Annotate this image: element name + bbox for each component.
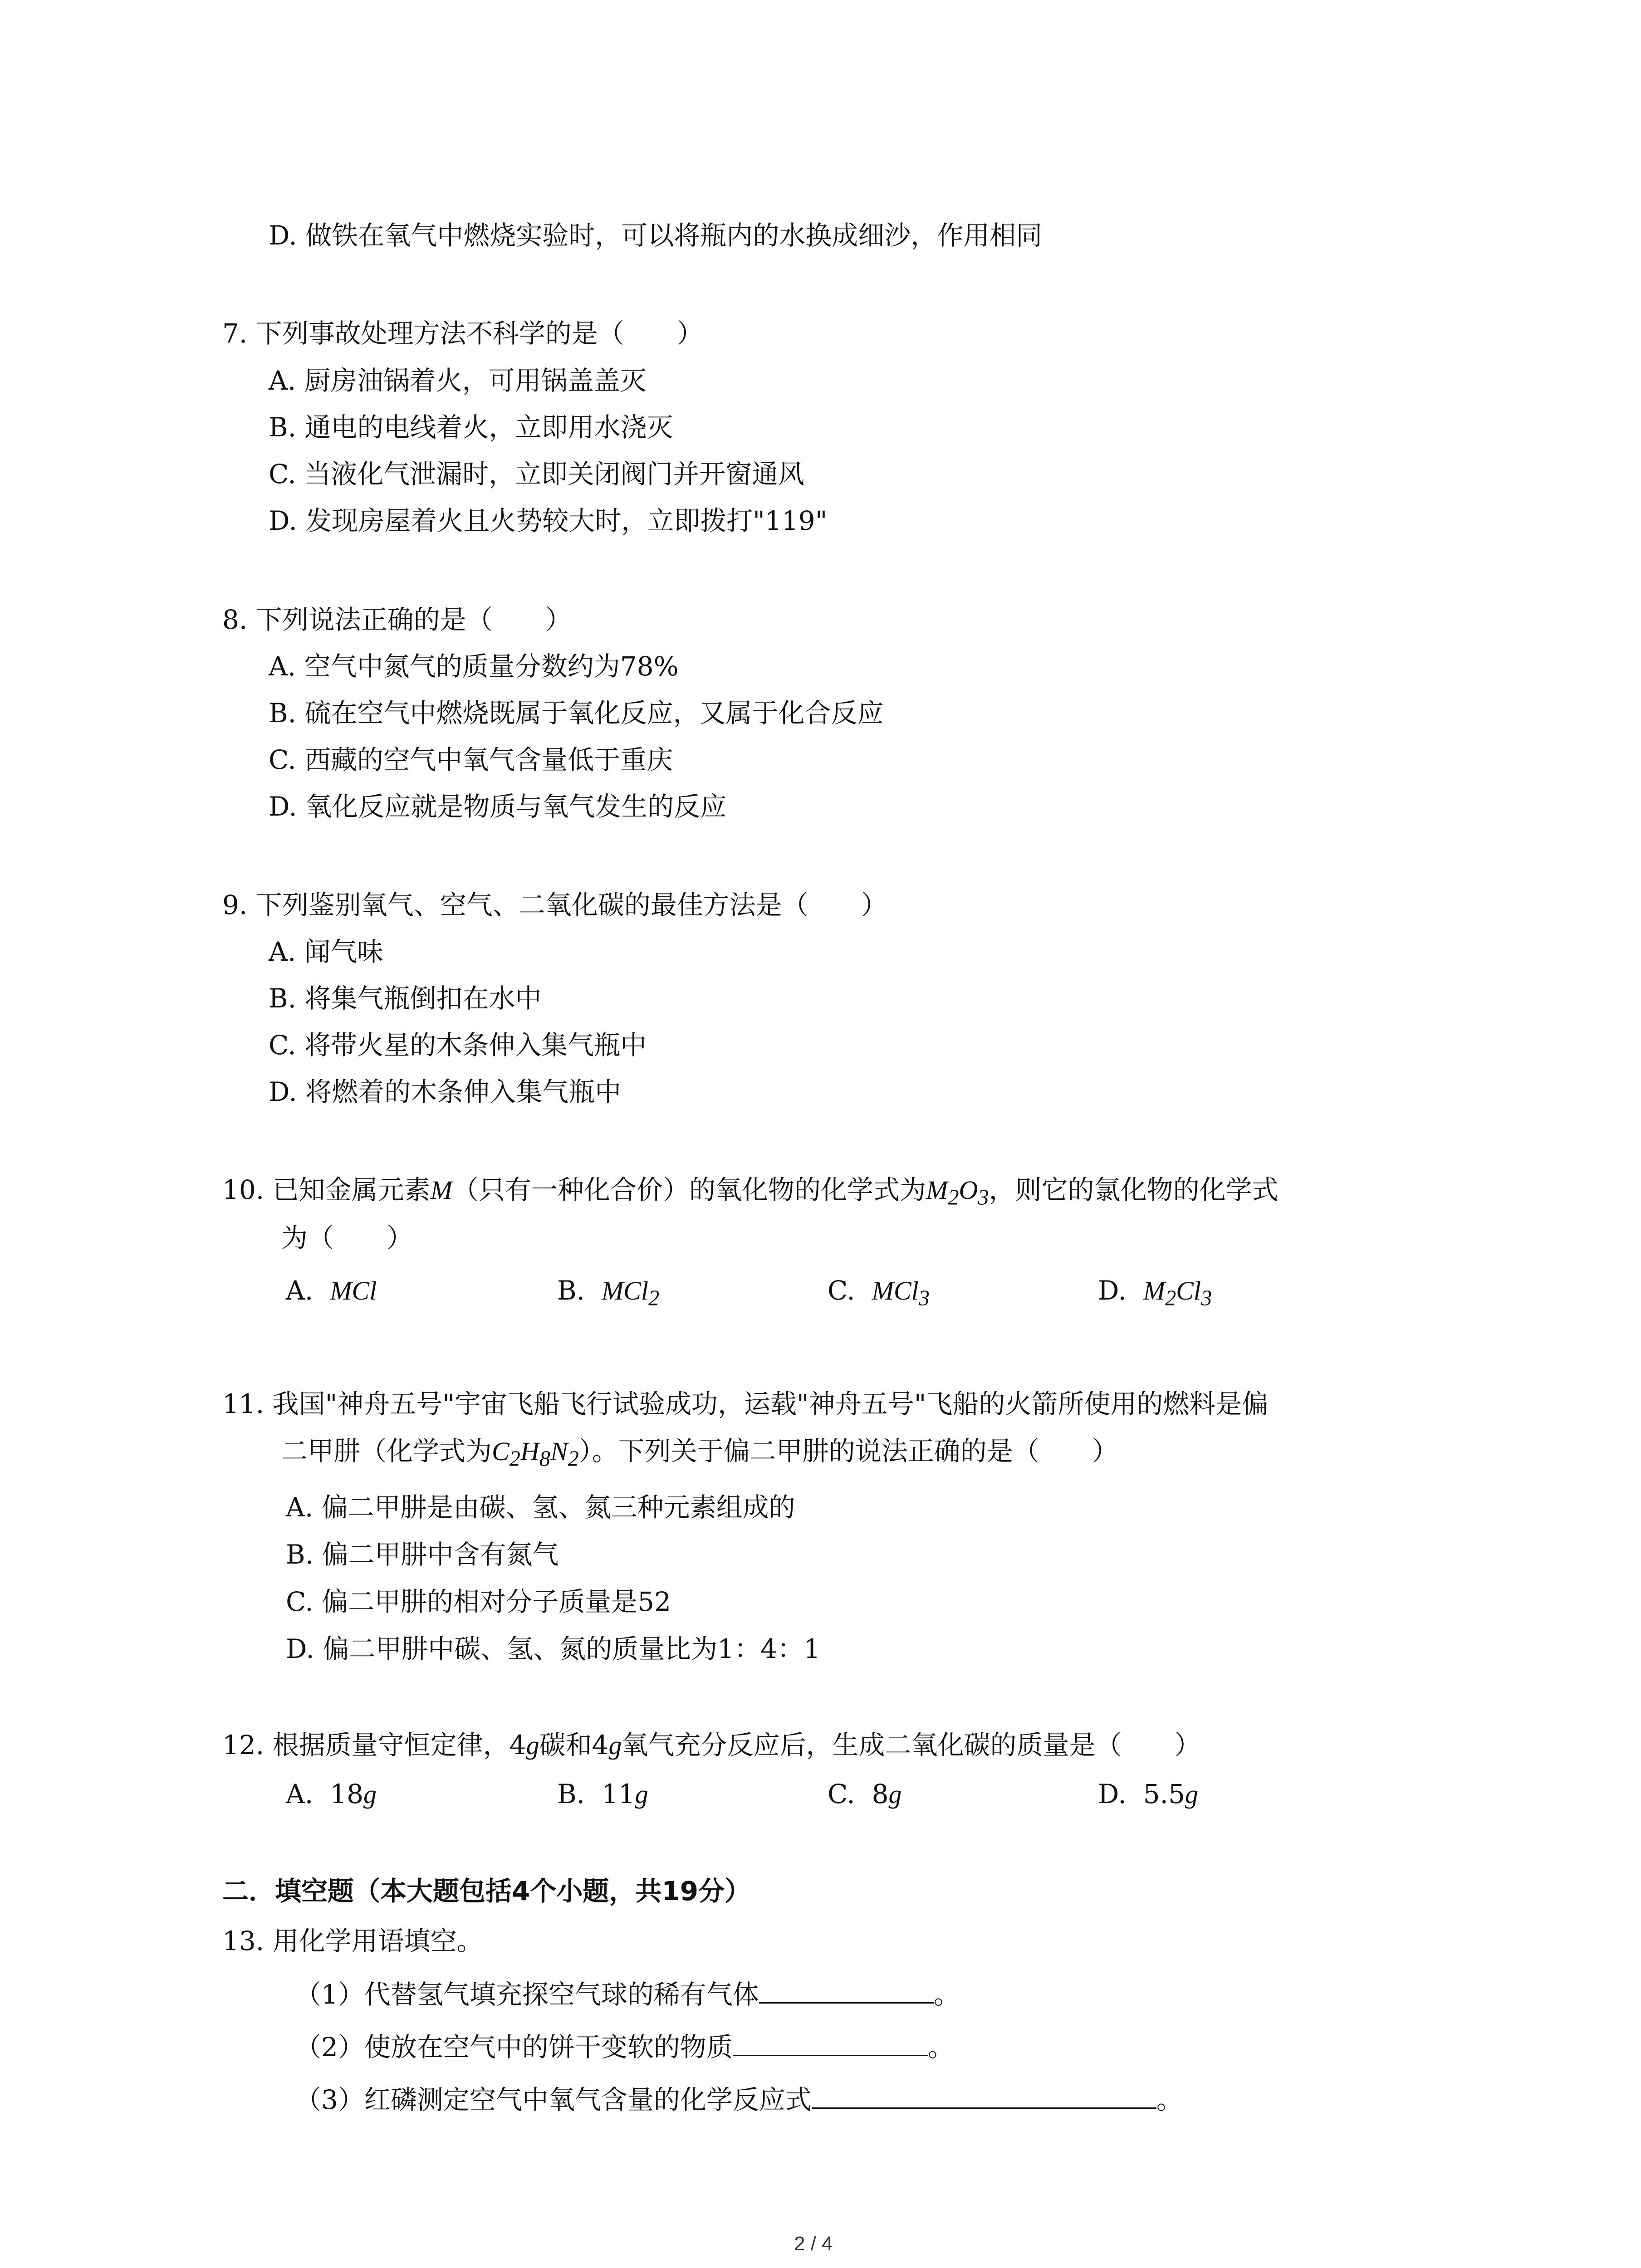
q9-option-d: D. 将燃着的木条伸入集气瓶中	[269, 1076, 622, 1107]
q10-option-b: B. MCl$_2$	[557, 1275, 660, 1310]
q9-option-b: B. 将集气瓶倒扣在水中	[269, 983, 542, 1014]
q13-sub3-blank[interactable]	[812, 2087, 1156, 2109]
q7-stem: 7. 下列事故处理方法不科学的是（ ）	[222, 318, 703, 349]
q8-option-c: C. 西藏的空气中氧气含量低于重庆	[269, 744, 673, 775]
q8-stem: 8. 下列说法正确的是（ ）	[222, 604, 572, 635]
q8-option-a: A. 空气中氮气的质量分数约为78%	[269, 651, 679, 682]
q11-option-c: C. 偏二甲肼的相对分子质量是52	[286, 1586, 671, 1617]
q11-option-a: A. 偏二甲肼是由碳、氢、氮三种元素组成的	[286, 1492, 795, 1523]
q10-stem-line1: 10. 已知金属元素M（只有一种化合价）的氧化物的化学式为$M_2O_3$，则它的氯化物的化学式	[222, 1174, 1279, 1210]
q10-oxide-formula: $M_2O_3$	[926, 1175, 989, 1210]
q6-option-d: D. 做铁在氧气中燃烧实验时，可以将瓶内的水换成细沙，作用相同	[269, 220, 1043, 251]
q12-option-c: C. 8g	[828, 1779, 902, 1809]
q12-stem: 12. 根据质量守恒定律，4g碳和4g氧气充分反应后，生成二氧化碳的质量是（ ）	[222, 1730, 1201, 1760]
q10-stem-line2: 为（ ）	[281, 1222, 413, 1253]
q10-option-d: D. $M_2Cl_3$	[1098, 1275, 1212, 1310]
q11-stem-line2: 二甲肼（化学式为$C_2H_8N_2$）。下列关于偏二甲肼的说法正确的是（ ）	[281, 1436, 1118, 1471]
q10-option-c: C. MCl$_3$	[828, 1275, 930, 1310]
q13-stem: 13. 用化学用语填空。	[222, 1926, 483, 1956]
q11-formula: $C_2H_8N_2$	[492, 1437, 579, 1471]
q13-sub2-blank[interactable]	[733, 2034, 928, 2056]
q7-option-a: A. 厨房油锅着火，可用锅盖盖灭	[269, 365, 647, 396]
q8-option-b: B. 硫在空气中燃烧既属于氧化反应，又属于化合反应	[269, 698, 884, 728]
q7-option-c: C. 当液化气泄漏时，立即关闭阀门并开窗通风	[269, 459, 805, 489]
q7-option-d: D. 发现房屋着火且火势较大时，立即拨打"119"	[269, 505, 828, 536]
q11-stem-line1: 11. 我国"神舟五号"宇宙飞船飞行试验成功，运载"神舟五号"飞船的火箭所使用的燃料是偏	[222, 1388, 1269, 1419]
q9-option-c: C. 将带火星的木条伸入集气瓶中	[269, 1030, 647, 1061]
q12-option-d: D. 5.5g	[1098, 1779, 1198, 1809]
q11-option-d: D. 偏二甲肼中碳、氢、氮的质量比为1：4：1	[286, 1633, 821, 1664]
q8-option-d: D. 氧化反应就是物质与氧气发生的反应	[269, 791, 727, 822]
section-2-heading: 二．填空题（本大题包括4个小题，共19分）	[222, 1876, 751, 1906]
q12-option-b: B. 11g	[557, 1779, 648, 1809]
q9-stem: 9. 下列鉴别氧气、空气、二氧化碳的最佳方法是（ ）	[222, 890, 887, 920]
q10-element-symbol: M	[430, 1175, 453, 1205]
q9-option-a: A. 闻气味	[269, 936, 383, 967]
q13-sub3: （3）红磷测定空气中氧气含量的化学反应式 。	[295, 2084, 1183, 2115]
q7-option-b: B. 通电的电线着火，立即用水浇灭	[269, 412, 673, 443]
q13-sub2: （2）使放在空气中的饼干变软的物质 。	[295, 2032, 954, 2063]
q11-option-b: B. 偏二甲肼中含有氮气	[286, 1539, 559, 1570]
q13-sub1-blank[interactable]	[759, 1981, 934, 2004]
page-number: 2 / 4	[794, 2233, 833, 2255]
q13-sub1: （1）代替氢气填充探空气球的稀有气体 。	[295, 1979, 960, 2010]
q10-option-a: A. MCl	[286, 1275, 377, 1306]
q12-option-a: A. 18g	[286, 1779, 377, 1809]
